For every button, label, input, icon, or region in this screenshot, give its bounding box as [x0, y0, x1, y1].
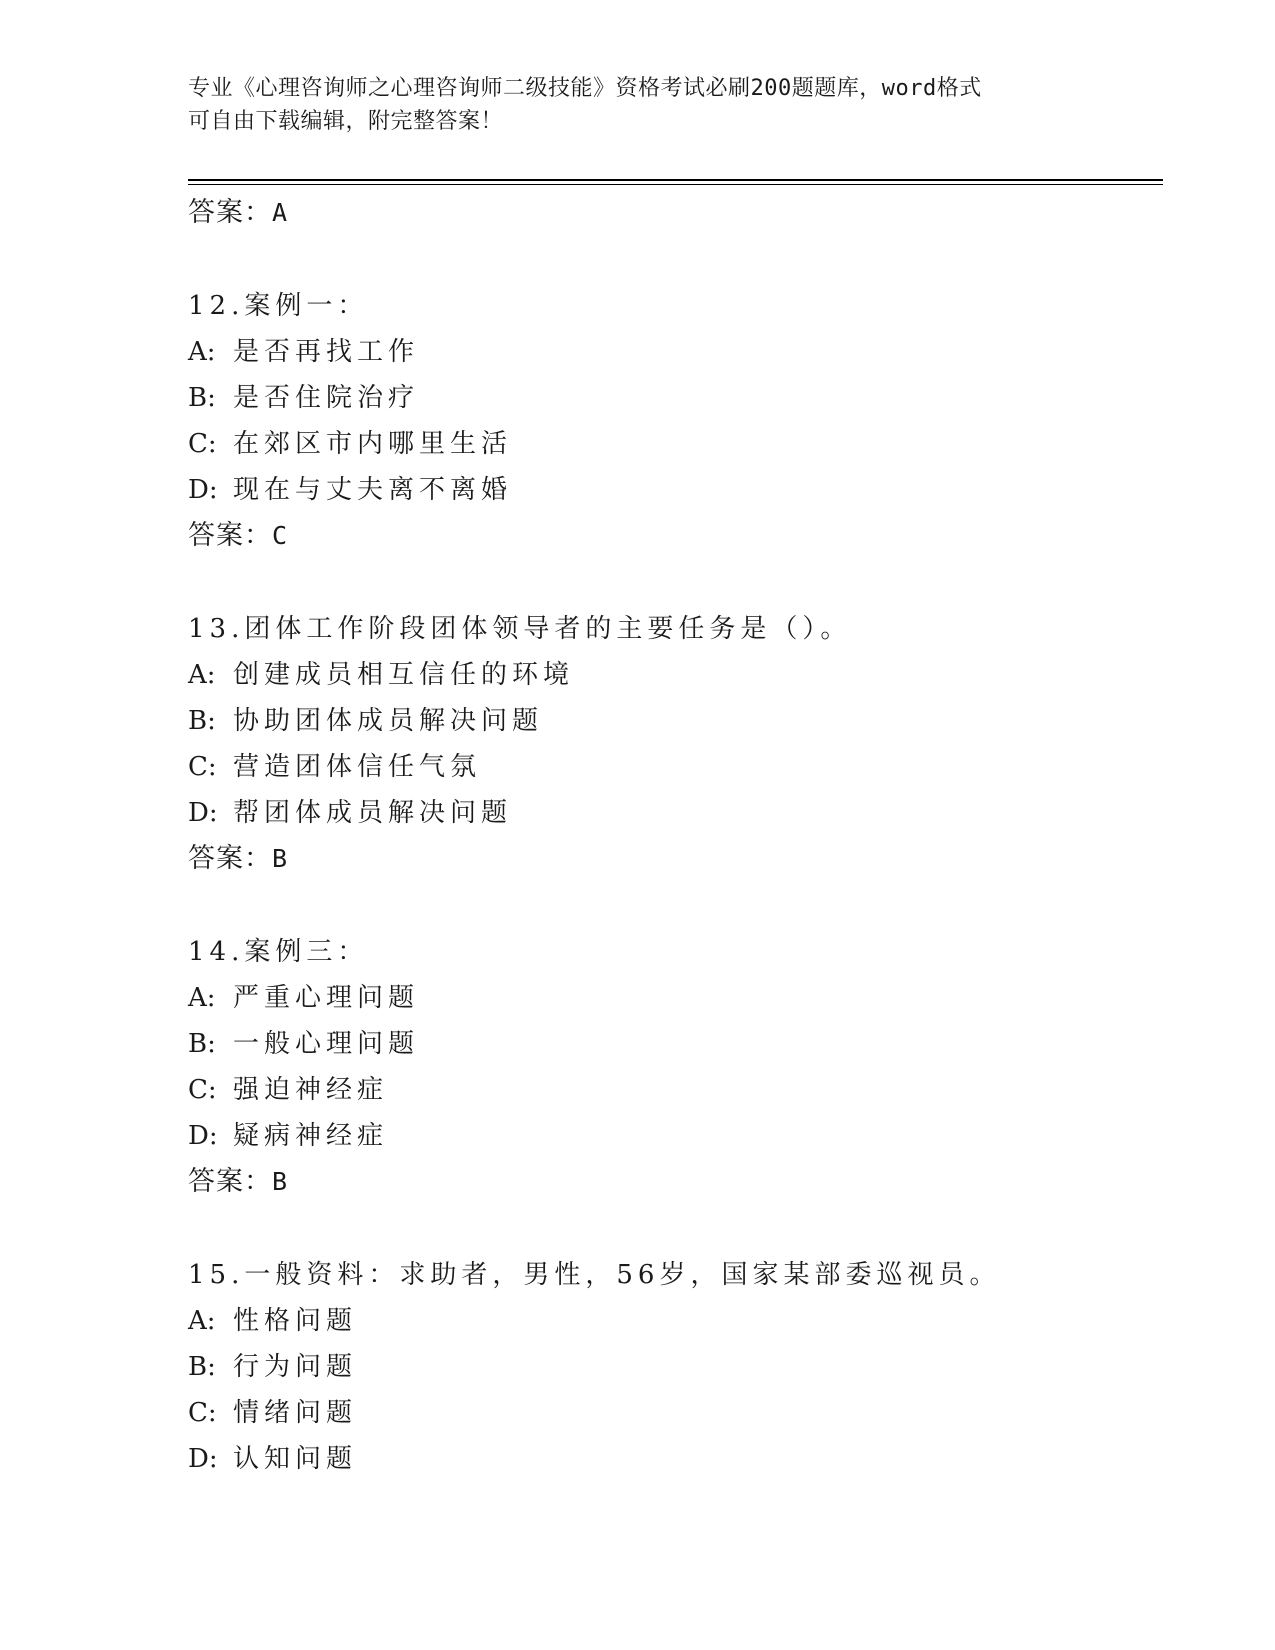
option-letter: A:	[188, 337, 216, 367]
option-c	[188, 1390, 1163, 1436]
option-letter: A:	[188, 983, 216, 1013]
answer-line	[188, 1159, 1163, 1205]
option-c	[188, 1067, 1163, 1113]
answer-line	[188, 190, 1163, 236]
option-letter: D:	[188, 475, 218, 505]
question-number: 12.	[188, 291, 245, 321]
answer-line	[188, 836, 1163, 882]
option-d	[188, 1113, 1163, 1159]
option-c	[188, 744, 1163, 790]
option-c	[188, 421, 1163, 467]
answer-value: A	[272, 198, 289, 227]
question-text: 一般资料：求助者，男性，56岁，国家某部委巡视员。	[244, 1260, 1001, 1290]
option-text: 情绪问题	[233, 1398, 358, 1428]
option-a	[188, 329, 1163, 375]
question-stem	[188, 283, 1163, 329]
question-number: 14.	[188, 937, 245, 967]
question-15	[188, 1252, 1163, 1482]
option-a	[188, 1298, 1163, 1344]
option-text: 严重心理问题	[233, 983, 420, 1013]
answer-label: 答案：	[188, 843, 272, 874]
question-text: 案例一：	[244, 291, 369, 321]
option-letter: D:	[188, 798, 218, 828]
option-d	[188, 1436, 1163, 1482]
option-text: 在郊区市内哪里生活	[233, 429, 513, 459]
option-letter: C:	[188, 752, 217, 782]
question-14	[188, 929, 1163, 1205]
option-letter: C:	[188, 1075, 217, 1105]
option-letter: B:	[188, 1352, 216, 1382]
option-text: 行为问题	[233, 1352, 358, 1382]
option-letter: B:	[188, 706, 216, 736]
option-letter: A:	[188, 660, 216, 690]
question-text: 团体工作阶段团体领导者的主要任务是（）。	[244, 614, 852, 644]
option-b	[188, 1021, 1163, 1067]
option-letter: A:	[188, 1306, 216, 1336]
document-header	[188, 72, 1088, 138]
header-divider-thin	[188, 184, 1163, 185]
question-list	[188, 190, 1163, 1482]
question-number: 13.	[188, 614, 245, 644]
question-number: 15.	[188, 1260, 245, 1290]
option-text: 一般心理问题	[233, 1029, 420, 1059]
answer-label: 答案：	[188, 1166, 272, 1197]
answer-value: B	[272, 844, 289, 873]
option-text: 强迫神经症	[233, 1075, 389, 1105]
option-text: 是否住院治疗	[233, 383, 420, 413]
question-13	[188, 606, 1163, 882]
option-letter: B:	[188, 1029, 216, 1059]
answer-label: 答案：	[188, 197, 272, 228]
option-text: 认知问题	[233, 1444, 358, 1474]
option-letter: D:	[188, 1444, 218, 1474]
option-b	[188, 698, 1163, 744]
question-12	[188, 283, 1163, 559]
option-a	[188, 652, 1163, 698]
option-text: 协助团体成员解决问题	[233, 706, 544, 736]
header-divider-thick	[188, 179, 1163, 181]
option-letter: D:	[188, 1121, 218, 1151]
option-d	[188, 790, 1163, 836]
option-text: 性格问题	[233, 1306, 358, 1336]
question-stem	[188, 929, 1163, 975]
question-stem	[188, 606, 1163, 652]
answer-value: B	[272, 1167, 289, 1196]
option-text: 营造团体信任气氛	[233, 752, 482, 782]
option-b	[188, 1344, 1163, 1390]
option-text: 疑病神经症	[233, 1121, 389, 1151]
option-letter: C:	[188, 429, 217, 459]
question-text: 案例三：	[244, 937, 369, 967]
header-line-2: 可自由下载编辑，附完整答案！	[188, 109, 504, 134]
option-text: 现在与丈夫离不离婚	[233, 475, 513, 505]
option-letter: B:	[188, 383, 216, 413]
header-line-1: 专业《心理咨询师之心理咨询师二级技能》资格考试必刷200题题库，word格式	[188, 76, 982, 101]
option-d	[188, 467, 1163, 513]
option-text: 是否再找工作	[233, 337, 420, 367]
answer-label: 答案：	[188, 520, 272, 551]
answer-line	[188, 513, 1163, 559]
answer-value: C	[272, 521, 289, 550]
option-b	[188, 375, 1163, 421]
option-letter: C:	[188, 1398, 217, 1428]
option-text: 创建成员相互信任的环境	[233, 660, 575, 690]
option-text: 帮团体成员解决问题	[233, 798, 513, 828]
option-a	[188, 975, 1163, 1021]
question-stem	[188, 1252, 1163, 1298]
